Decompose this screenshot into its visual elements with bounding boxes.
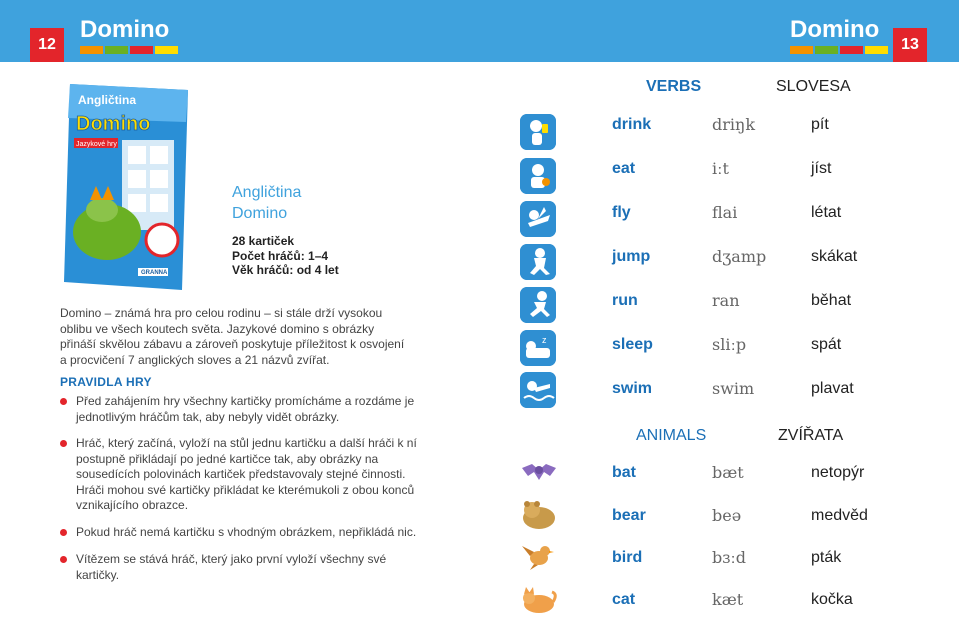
rule-item xyxy=(60,552,420,583)
product-title xyxy=(232,182,301,224)
verb-pronunciation: dʒamp xyxy=(712,247,767,266)
animals-heading: ANIMALS xyxy=(636,427,707,444)
rule-text: Pokud hráč nemá kartičku s vhodným obrázkem, nepřikládá nic. xyxy=(76,525,417,539)
bullet-dot-icon xyxy=(60,440,67,447)
verb-pronunciation: ran xyxy=(712,291,740,310)
rules-heading: PRAVIDLA HRY xyxy=(60,375,152,389)
page-header xyxy=(0,0,959,62)
svg-text:z: z xyxy=(542,335,547,345)
animal-english: bird xyxy=(612,549,643,566)
animal-english: bat xyxy=(612,464,636,481)
rule-text: Hráč, který začíná, vyloží na stůl jednu kartičku a další hráči k ní postupně přikládají po jedné kartičce tak, aby obrázky na sousedících polovinách kartiček představovaly stejné činnosti. Hráči mohou své kartičky přikládat ke kterémukoli z obou konců vznikajícího obrazce. xyxy=(76,436,417,512)
slovesa-heading: SLOVESA xyxy=(776,78,851,95)
jump-icon xyxy=(520,244,556,280)
animal-english: cat xyxy=(612,591,636,608)
verb-czech: běhat xyxy=(811,292,852,309)
left-page-number: 12 xyxy=(30,28,64,62)
verb-pronunciation: swim xyxy=(712,379,755,398)
verb-pronunciation: flai xyxy=(712,203,738,222)
rule-text: Před zahájením hry všechny kartičky promícháme a rozdáme je jednotlivým hráčům tak, aby nebyly vidět obrázky. xyxy=(76,394,415,424)
verb-pronunciation: driŋk xyxy=(712,115,756,134)
rule-text: Vítězem se stává hráč, který jako první vyloží všechny své kartičky. xyxy=(76,552,387,582)
verbs-heading: VERBS xyxy=(646,78,702,95)
drink-icon xyxy=(520,114,556,150)
run-icon xyxy=(520,287,556,323)
bird-icon xyxy=(520,538,558,574)
animal-czech: kočka xyxy=(811,591,853,608)
verb-english: eat xyxy=(612,160,636,177)
product-title-line2: Domino xyxy=(232,205,288,222)
bullet-dot-icon xyxy=(60,556,67,563)
eat-icon xyxy=(520,158,556,194)
animal-english: bear xyxy=(612,507,646,524)
animal-czech: pták xyxy=(811,549,842,566)
left-page-title: Domino xyxy=(80,16,170,43)
left-color-stripe xyxy=(80,46,180,54)
verb-pronunciation: iːt xyxy=(712,159,729,178)
animal-czech: medvěd xyxy=(811,507,868,524)
animal-czech: netopýr xyxy=(811,464,865,481)
verb-english: drink xyxy=(612,116,652,133)
product-box-image xyxy=(62,82,190,292)
product-title-line1: Angličtina xyxy=(232,184,302,201)
verb-czech: jíst xyxy=(811,160,832,177)
verb-english: fly xyxy=(612,204,631,221)
bullet-dot-icon xyxy=(60,529,67,536)
verb-pronunciation: sliːp xyxy=(712,335,747,354)
verb-czech: skákat xyxy=(811,248,858,265)
animal-pronunciation: beə xyxy=(712,506,742,525)
fact-age: Věk hráčů: od 4 let xyxy=(232,263,339,277)
zvirata-heading: ZVÍŘATA xyxy=(778,427,844,444)
swim-icon xyxy=(520,372,556,408)
verb-english: swim xyxy=(612,380,653,397)
right-page-number: 13 xyxy=(893,28,927,62)
bullet-dot-icon xyxy=(60,398,67,405)
right-color-stripe xyxy=(790,46,890,54)
verb-czech: pít xyxy=(811,116,829,133)
rule-item xyxy=(60,436,420,514)
rule-item xyxy=(60,394,420,425)
fact-players: Počet hráčů: 1–4 xyxy=(232,248,329,263)
verb-english: sleep xyxy=(612,336,653,353)
box-badge: Jazykové hry xyxy=(76,141,117,148)
bat-icon xyxy=(520,454,558,490)
rule-item xyxy=(60,525,420,541)
cat-icon xyxy=(520,582,558,618)
verb-czech: létat xyxy=(811,204,842,221)
animal-pronunciation: kæt xyxy=(712,590,744,609)
intro-paragraph: Domino – známá hra pro celou rodinu – si stále drží vysokou oblibu ve všech koutech světa. Jazykové domino s obrázky přináší skvělou zábavu a zároveň poskytuje příležitost k osvojení a procvičení 7 anglických sloves a 21 názvů zvířat. xyxy=(60,306,405,367)
verb-czech: plavat xyxy=(811,380,854,397)
fact-cards: 28 kartiček xyxy=(232,234,295,248)
box-title: Domino xyxy=(76,113,151,135)
bear-icon xyxy=(520,496,558,532)
animal-pronunciation: bæt xyxy=(712,463,744,482)
verb-czech: spát xyxy=(811,336,842,353)
verb-english: jump xyxy=(612,248,651,265)
fly-icon xyxy=(520,201,556,237)
sleep-icon xyxy=(520,330,556,366)
animal-pronunciation: bɜːd xyxy=(712,548,747,567)
verb-english: run xyxy=(612,292,638,309)
box-brand: Angličtina xyxy=(78,93,137,107)
box-publisher: GRANNA xyxy=(141,270,168,276)
right-page-title: Domino xyxy=(790,16,880,43)
product-facts xyxy=(232,234,339,278)
